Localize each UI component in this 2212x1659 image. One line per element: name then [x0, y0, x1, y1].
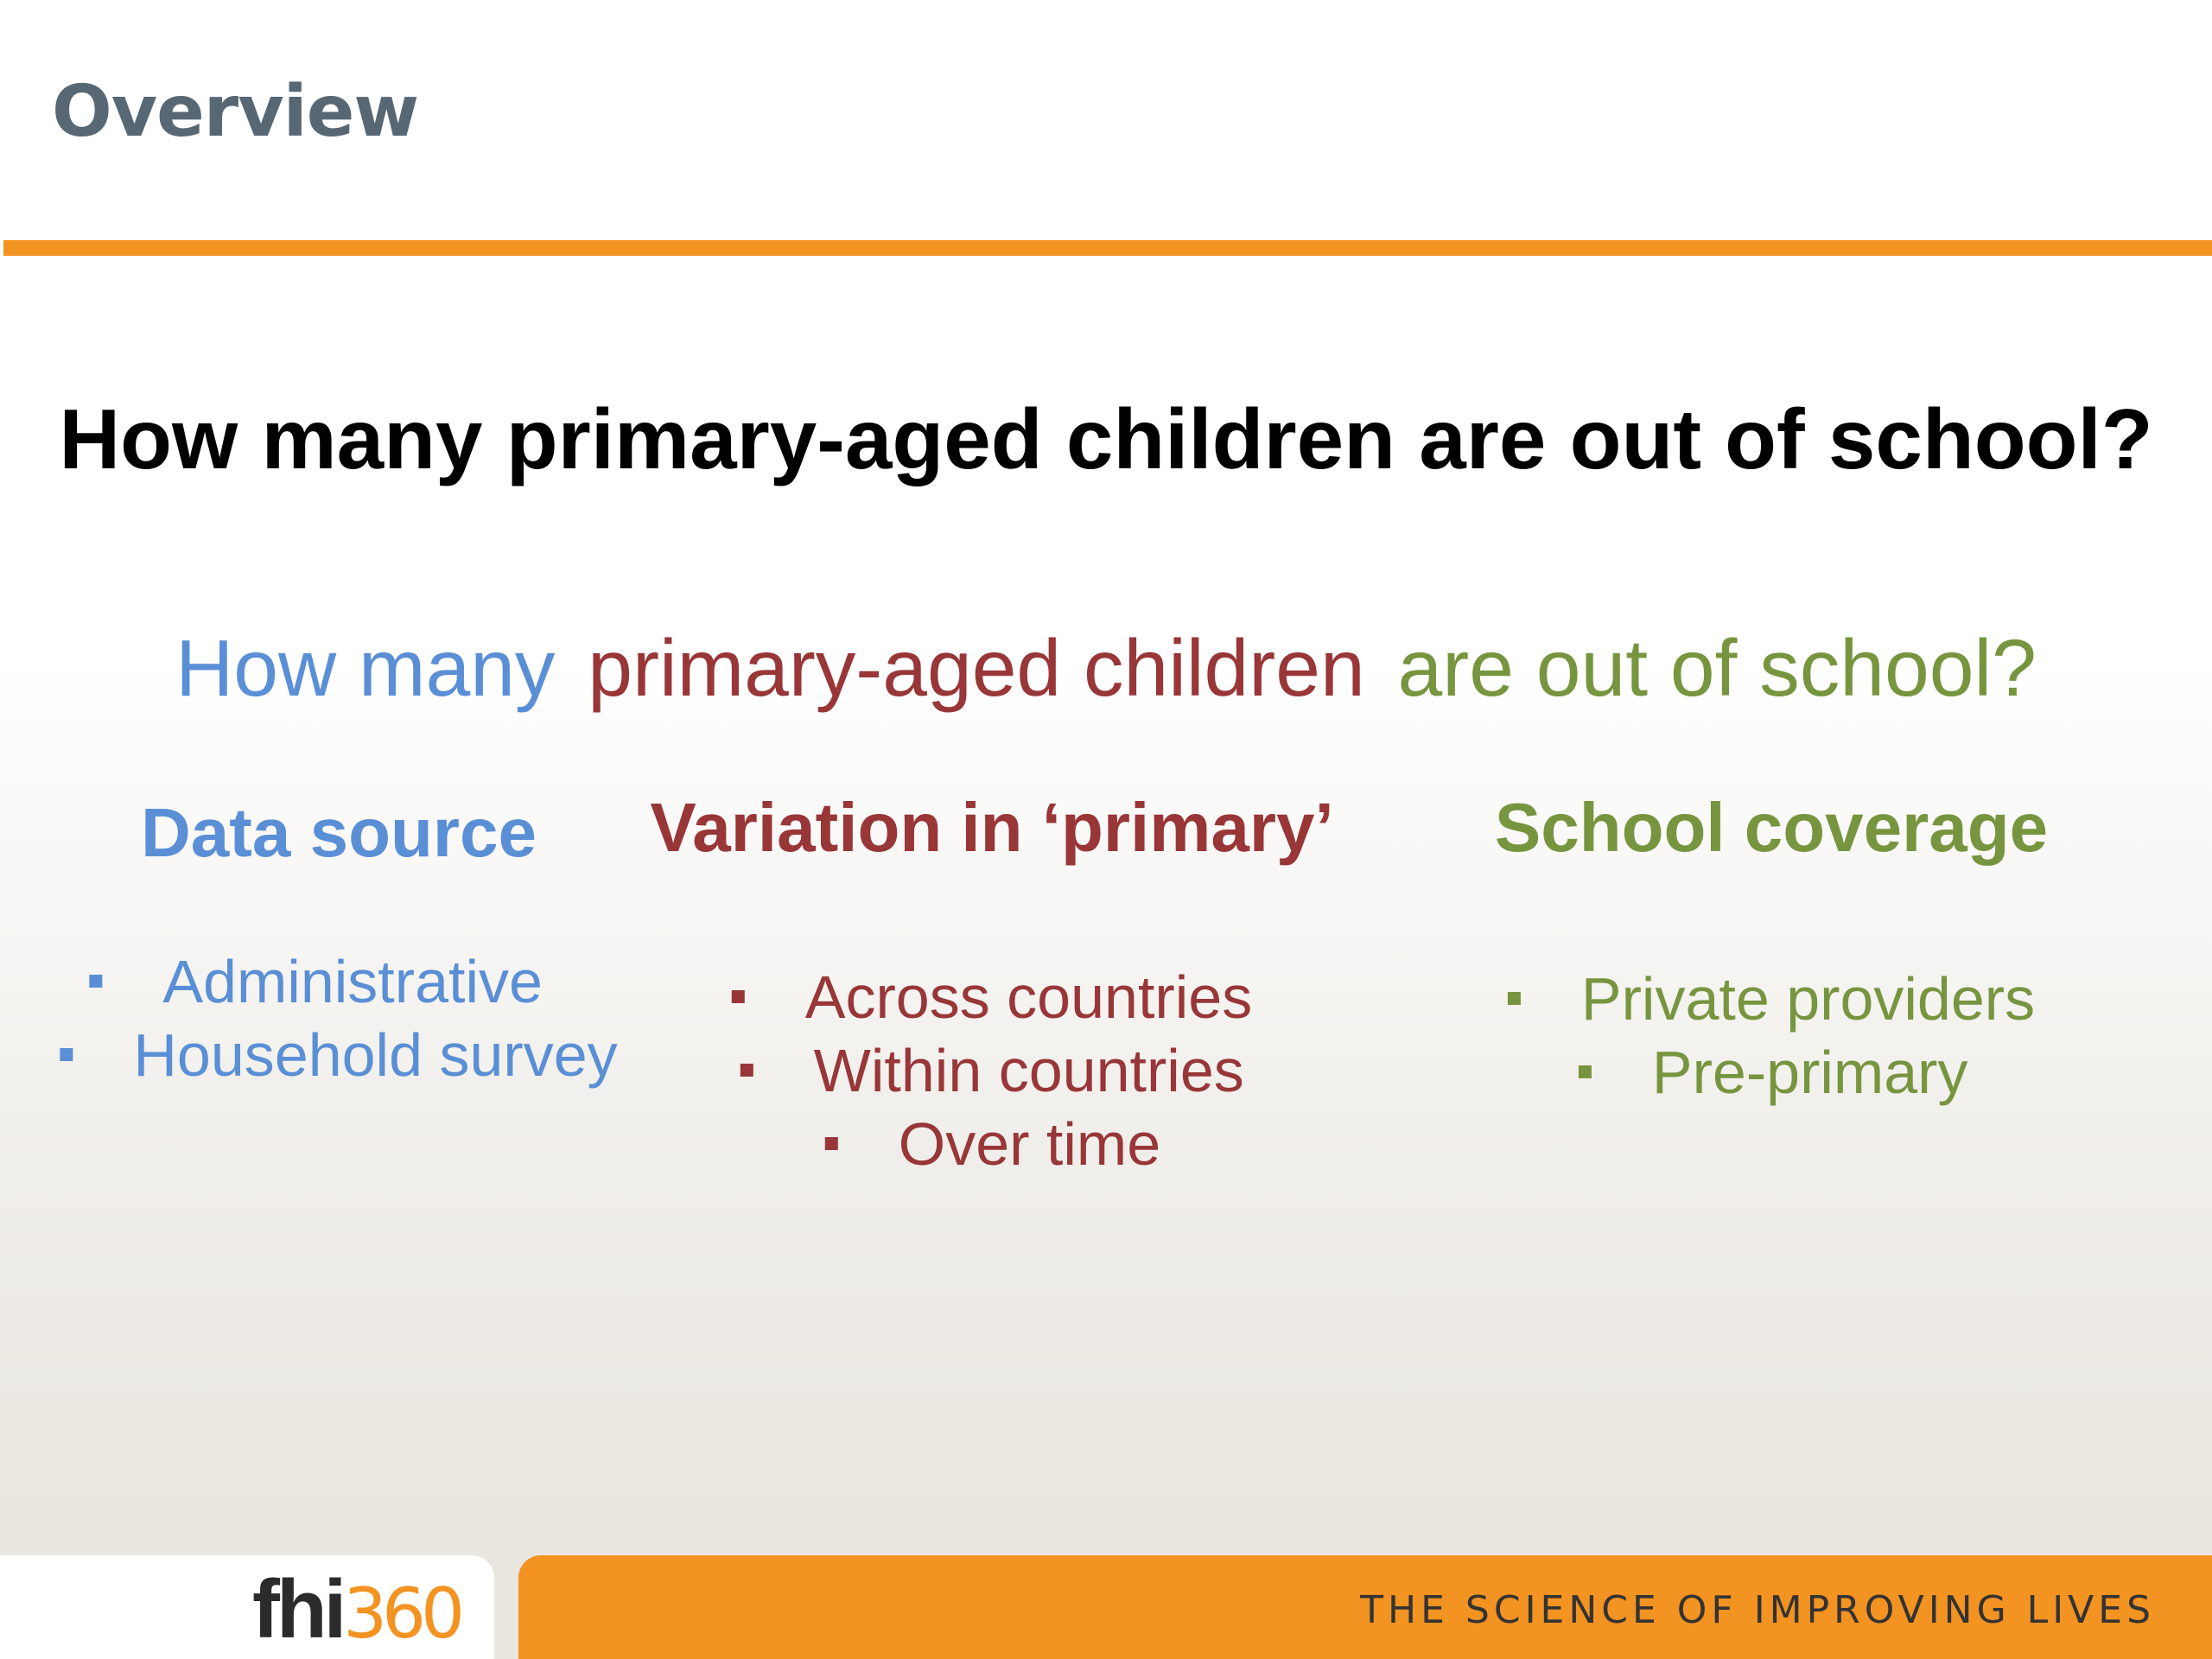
bullet-square-icon: [825, 1137, 838, 1150]
bullet-list-variation: [732, 961, 1252, 1181]
bullet-square-icon: [741, 1064, 753, 1077]
main-question: How many primary-aged children are out of school?: [59, 391, 2153, 486]
question-part-out-of-school: are out of school?: [1397, 623, 2037, 713]
bullet-list-data-source: [60, 945, 617, 1092]
list-item: Pre-primary: [1579, 1036, 2106, 1109]
list-item: Across countries: [732, 961, 1252, 1034]
bullet-square-icon: [60, 1048, 73, 1061]
question-part-how-many: How many: [175, 623, 556, 713]
bullet-square-icon: [1579, 1065, 1592, 1078]
bullet-list-school-coverage: [1508, 963, 2035, 1109]
list-item: Within countries: [741, 1034, 1261, 1108]
list-item: Administrative: [89, 945, 646, 1019]
column-heading-variation: Variation in ‘primary’: [650, 789, 1334, 866]
question-part-primary-aged: primary-aged children: [588, 623, 1365, 713]
fhi360-logo: fhi360: [252, 1563, 460, 1656]
list-item: Household survey: [60, 1019, 617, 1092]
colored-question: [0, 622, 2212, 715]
footer-tagline: THE SCIENCE OF IMPROVING LIVES: [1360, 1588, 2155, 1632]
bullet-square-icon: [89, 975, 102, 988]
column-heading-data-source: Data source: [141, 794, 537, 871]
slide-title: Overview: [52, 71, 419, 153]
bullet-square-icon: [732, 990, 745, 1003]
list-item: Private providers: [1508, 963, 2035, 1036]
bullet-square-icon: [1508, 992, 1521, 1005]
title-divider: [3, 240, 2212, 256]
column-heading-school-coverage: School coverage: [1494, 789, 2049, 866]
list-item: Over time: [825, 1108, 1345, 1181]
